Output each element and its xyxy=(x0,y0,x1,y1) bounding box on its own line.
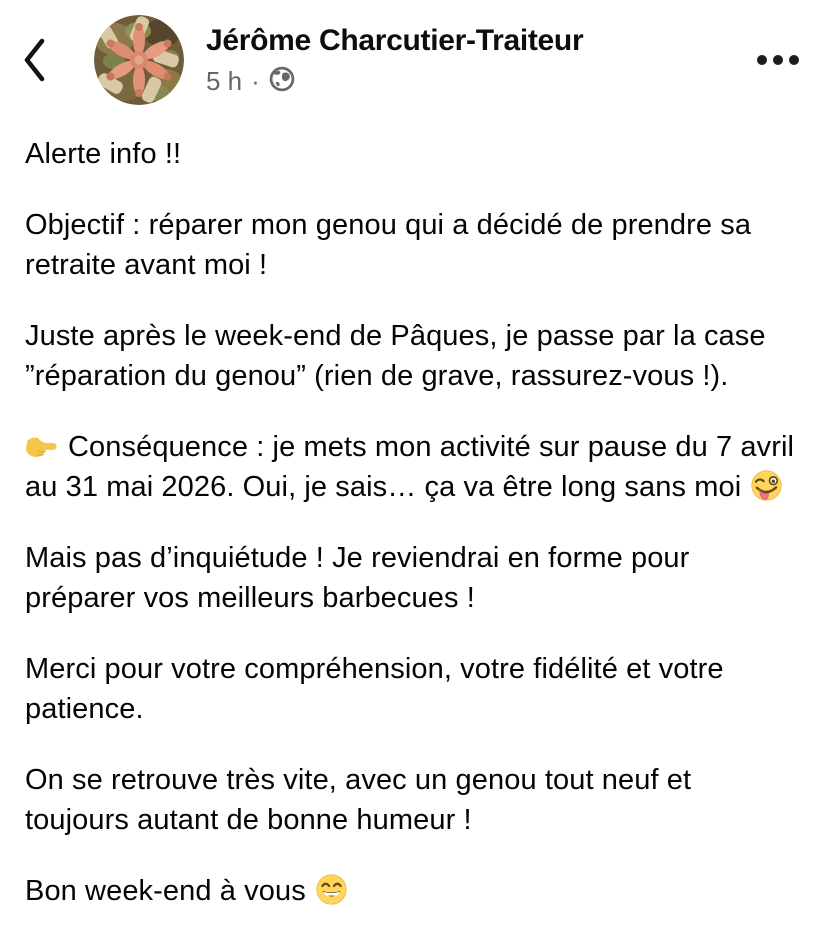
post-paragraph-consequence-text: Conséquence : je mets mon activité sur pause du 7 avril au 31 mai 2026. Oui, je sais… ça va être long sans moi xyxy=(25,431,795,503)
header-text-block xyxy=(206,23,583,98)
timestamp: 5 h xyxy=(206,65,243,96)
post-paragraph-alert: Alerte info !! xyxy=(25,138,182,170)
more-options-button[interactable] xyxy=(756,54,800,66)
globe-public-icon xyxy=(269,66,295,98)
back-button[interactable] xyxy=(20,34,56,86)
post-paragraph-easter: Juste après le week-end de Pâques, je passe par la case ”réparation du genou” (rien de grave, rassurez-vous !). xyxy=(25,320,766,392)
post-body xyxy=(0,112,828,911)
point-right-emoji xyxy=(25,429,58,462)
profile-photo-seafood-platter xyxy=(94,15,184,105)
post-paragraph-see-you: On se retrouve très vite, avec un genou tout neuf et toujours autant de bonne humeur ! xyxy=(25,764,692,836)
post-paragraph-reassurance: Mais pas d’inquiétude ! Je reviendrai en forme pour préparer vos meilleurs barbecues ! xyxy=(25,542,690,614)
chevron-left-icon xyxy=(20,36,50,84)
post-meta xyxy=(206,64,583,98)
grinning-smile-emoji xyxy=(315,873,348,906)
avatar[interactable] xyxy=(94,15,184,105)
post-paragraph-consequence xyxy=(25,427,800,507)
page-name[interactable]: Jérôme Charcutier-Traiteur xyxy=(206,23,584,57)
post-paragraph-objective: Objectif : réparer mon genou qui a décidé de prendre sa retraite avant moi ! xyxy=(25,209,752,281)
post-paragraph-signoff xyxy=(25,871,800,911)
post-paragraph-signoff-text: Bon week-end à vous xyxy=(25,875,306,907)
post-paragraph-thanks: Merci pour votre compréhension, votre fidélité et votre patience. xyxy=(25,653,724,725)
meta-separator: · xyxy=(251,65,260,96)
ellipsis-icon xyxy=(756,54,800,66)
post-header xyxy=(0,0,828,112)
winking-tongue-emoji xyxy=(750,469,783,502)
